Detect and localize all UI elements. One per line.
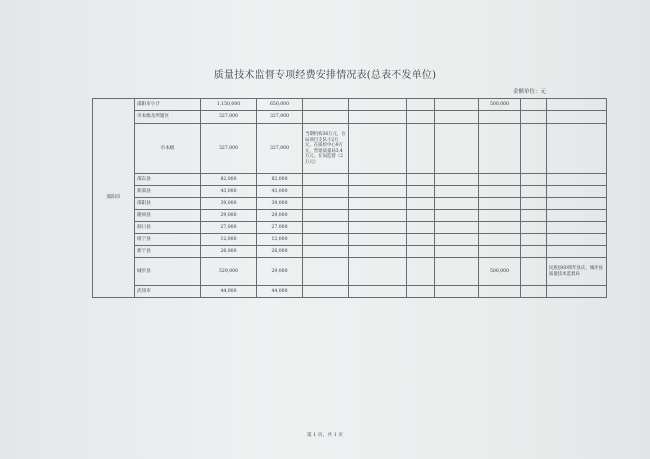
row-remark — [547, 124, 607, 174]
row-name: 新邵县 — [135, 186, 201, 198]
row-col6 — [435, 286, 479, 298]
row-name: 新宁县 — [135, 246, 201, 258]
table-row — [93, 174, 607, 186]
row-col7 — [479, 186, 521, 198]
row-col2: 44,000 — [257, 286, 303, 298]
row-note — [349, 246, 407, 258]
row-col6 — [435, 210, 479, 222]
row-remark — [547, 286, 607, 298]
row-col8 — [521, 99, 547, 111]
row-total: 12,000 — [201, 234, 257, 246]
row-col7 — [479, 222, 521, 234]
table-row — [93, 198, 607, 210]
row-col7 — [479, 198, 521, 210]
unit-label: 金额单位：元 — [512, 89, 546, 95]
row-remark — [547, 111, 607, 124]
row-name: 武冈市 — [135, 286, 201, 298]
row-total: 39,000 — [201, 198, 257, 210]
row-remark — [547, 246, 607, 258]
table-row — [93, 246, 607, 258]
row-col7 — [479, 234, 521, 246]
row-total: 44,000 — [201, 286, 257, 298]
table-row — [93, 234, 607, 246]
row-col2: 327,000 — [257, 111, 303, 124]
document-title: 质量技术监督专项经费安排情况表(总表不发单位) — [213, 70, 437, 81]
row-total: 327,000 — [201, 111, 257, 124]
row-name: 邵东县 — [135, 174, 201, 186]
row-name: 邵阳市小计 — [135, 99, 201, 111]
row-note — [349, 210, 407, 222]
row-name: 绥宁县 — [135, 234, 201, 246]
row-note — [349, 198, 407, 210]
table-row — [93, 222, 607, 234]
row-col6 — [435, 174, 479, 186]
row-remark — [547, 99, 607, 111]
row-name: 洞口县 — [135, 222, 201, 234]
table-row — [93, 111, 607, 124]
row-total: 1,150,000 — [201, 99, 257, 111]
page-footer: 第 1 页，共 1 页 — [306, 433, 344, 438]
row-col2: 12,000 — [257, 234, 303, 246]
row-col5 — [407, 99, 435, 111]
row-col2: 43,000 — [257, 186, 303, 198]
row-note: 当期机构36万元，在局项目支队小2万元，在质检中心9万元，营销质量局3.4万元，在局监督（2万元） — [303, 124, 349, 174]
row-name: 邵阳县 — [135, 198, 201, 210]
row-name: 市本级 — [135, 124, 201, 174]
row-total: 327,000 — [201, 124, 257, 174]
row-note — [349, 111, 407, 124]
row-remark — [547, 234, 607, 246]
row-col2: 29,000 — [257, 258, 303, 286]
row-col7 — [479, 174, 521, 186]
row-col2: 327,000 — [257, 124, 303, 174]
table-row — [93, 210, 607, 222]
row-remark — [547, 174, 607, 186]
table-row — [93, 99, 607, 111]
row-note — [349, 222, 407, 234]
row-note — [349, 286, 407, 298]
funding-table — [92, 98, 607, 298]
table-row — [93, 186, 607, 198]
row-col6 — [435, 246, 479, 258]
row-col3 — [303, 99, 349, 111]
row-note — [349, 234, 407, 246]
row-col6 — [435, 111, 479, 124]
row-remark — [547, 210, 607, 222]
row-col6 — [435, 124, 479, 174]
row-col6 — [435, 258, 479, 286]
row-col2: 650,000 — [257, 99, 303, 111]
row-col7 — [479, 286, 521, 298]
row-total: 27,000 — [201, 222, 257, 234]
row-remark: 民族县60周年县庆，城步县质量技术监督局 — [547, 258, 607, 286]
row-total: 529,000 — [201, 258, 257, 286]
row-col7 — [479, 246, 521, 258]
row-note — [349, 186, 407, 198]
row-note — [349, 258, 407, 286]
row-col2: 26,000 — [257, 246, 303, 258]
row-name: 隆回县 — [135, 210, 201, 222]
row-col7 — [479, 111, 521, 124]
row-note — [349, 99, 407, 111]
row-col2: 29,000 — [257, 210, 303, 222]
row-col2: 27,000 — [257, 222, 303, 234]
row-name: 城步县 — [135, 258, 201, 286]
row-total: 29,000 — [201, 210, 257, 222]
row-col6 — [435, 234, 479, 246]
row-remark — [547, 198, 607, 210]
row-remark — [547, 186, 607, 198]
row-col6 — [435, 99, 479, 111]
row-col7 — [479, 210, 521, 222]
row-col2: 82,000 — [257, 174, 303, 186]
row-col7 — [479, 124, 521, 174]
city-cell: 邵阳市 — [93, 99, 135, 298]
table-row — [93, 258, 607, 286]
row-remark — [547, 222, 607, 234]
table-row — [93, 124, 607, 174]
row-total: 26,000 — [201, 246, 257, 258]
row-col6 — [435, 198, 479, 210]
row-total: 43,000 — [201, 186, 257, 198]
row-total: 82,000 — [201, 174, 257, 186]
row-col6 — [435, 186, 479, 198]
row-name: 市本级及所辖区 — [135, 111, 201, 124]
row-col6 — [435, 222, 479, 234]
table-row — [93, 286, 607, 298]
row-col7: 500,000 — [479, 99, 521, 111]
row-note — [349, 174, 407, 186]
row-col2: 39,000 — [257, 198, 303, 210]
row-col7: 500,000 — [479, 258, 521, 286]
